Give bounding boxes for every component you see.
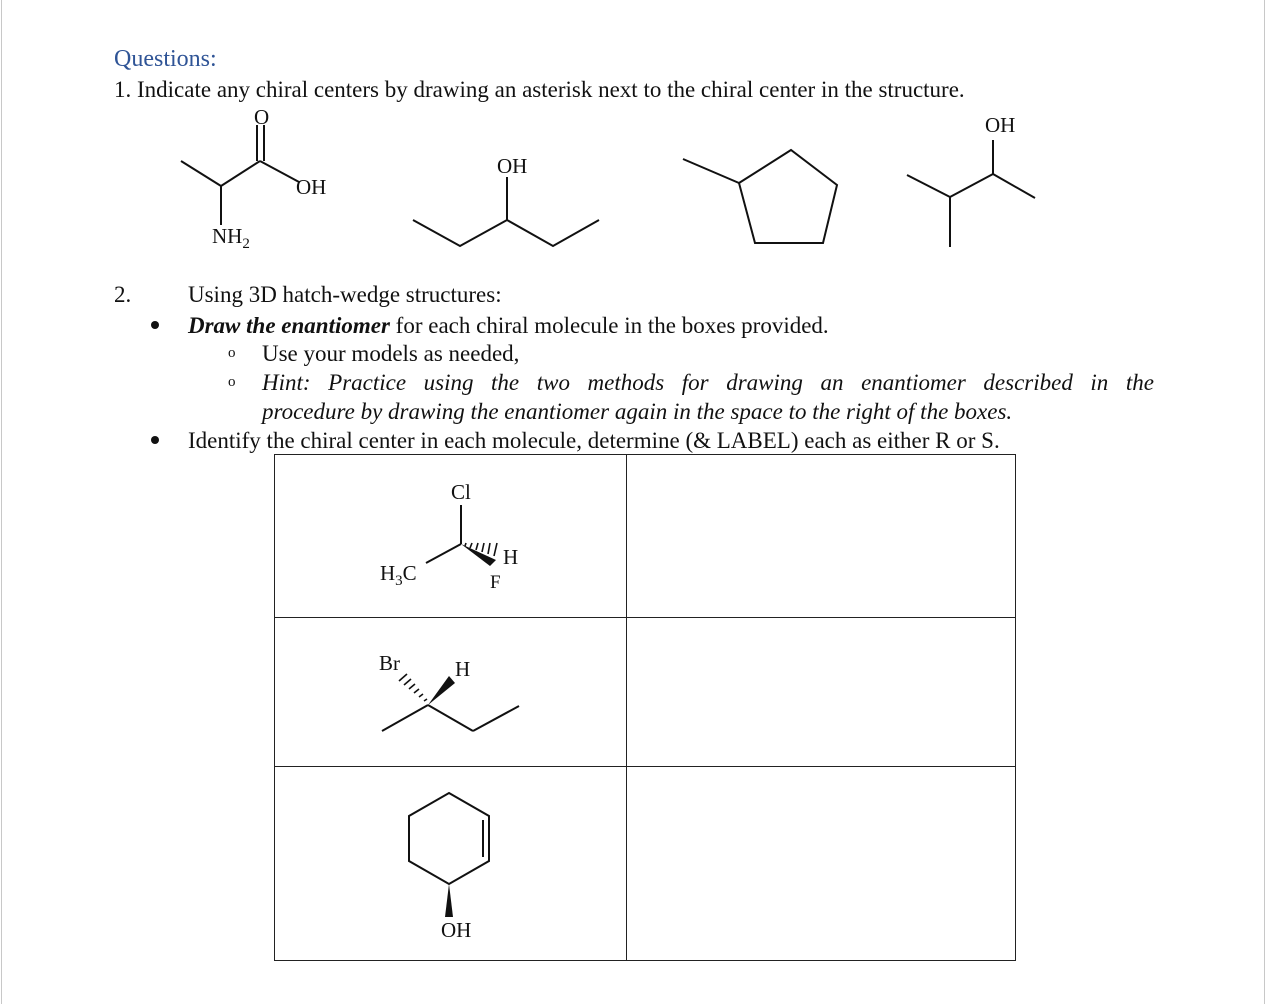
branched-alcohol-structure — [907, 140, 1035, 247]
hint-word: the — [491, 370, 520, 395]
amine-subscript: 2 — [242, 236, 250, 252]
hint-word: drawing — [726, 370, 803, 395]
box2-hydrogen-label: H — [455, 657, 471, 681]
question-1-text: 1. Indicate any chiral centers by drawing an asterisk next to the chiral center in the structure. — [114, 77, 965, 102]
sub-bullet-1-text: Use your models as needed, — [262, 341, 520, 366]
box1-methyl-c: C — [402, 561, 417, 585]
hint-word: using — [423, 370, 474, 395]
hint-word: the — [1125, 370, 1154, 395]
hint-word: an — [820, 370, 844, 395]
amine-label — [212, 224, 250, 252]
sub-bullet-1: o — [228, 345, 236, 361]
hint-word: in — [1090, 370, 1109, 395]
questions-heading: Questions: — [114, 46, 217, 72]
amino-acid-structure — [181, 125, 299, 225]
box1-methyl-label — [380, 561, 417, 589]
box1-methyl-h: H — [380, 561, 396, 585]
hint-line-2: procedure by drawing the enantiomer again in the space to the right of the boxes. — [262, 399, 1013, 424]
hint-word: Hint: — [262, 370, 311, 395]
box3-wedge-bond — [445, 884, 453, 917]
cyclopentane-structure — [683, 150, 837, 243]
hint-word: two — [536, 370, 570, 395]
bullet-2-text: Identify the chiral center in each molecule, determine (& LABEL) each as either R or S. — [188, 428, 1000, 453]
amine-nh: NH — [212, 224, 243, 248]
pentanol-structure — [413, 177, 599, 246]
question-2-number: 2. — [114, 282, 132, 307]
box1-wedge-bond — [461, 544, 496, 566]
branched-oh-label: OH — [985, 113, 1016, 137]
hint-word: enantiomer — [861, 370, 966, 395]
box1-chlorine-label: Cl — [451, 480, 471, 504]
box2-molecule — [382, 674, 519, 731]
carboxyl-oh-label: OH — [296, 175, 327, 199]
pentanol-oh-label: OH — [497, 154, 528, 178]
bullet-1-rest: for each chiral molecule in the boxes provided. — [389, 313, 829, 338]
hint-word: Practice — [328, 370, 407, 395]
question-2-intro: Using 3D hatch-wedge structures: — [188, 282, 502, 307]
box2-hash-bond — [399, 674, 427, 701]
sub-bullet-2: o — [228, 374, 236, 390]
box3-molecule — [409, 793, 489, 884]
box1-methyl-subscript: 3 — [395, 573, 403, 589]
box2-wedge-bond — [428, 676, 455, 705]
carbonyl-oxygen-label: O — [254, 105, 270, 129]
bullet-1-bold: Draw the enantiomer — [188, 313, 390, 338]
box1-fluorine-label: F — [490, 572, 501, 593]
box3-oh-label: OH — [441, 918, 472, 942]
hint-word: for — [681, 370, 709, 395]
box1-hydrogen-label: H — [503, 545, 519, 569]
box1-molecule — [426, 505, 497, 566]
box2-bromine-label: Br — [379, 651, 400, 675]
hint-word: described — [983, 370, 1073, 395]
hint-word: methods — [587, 370, 665, 395]
